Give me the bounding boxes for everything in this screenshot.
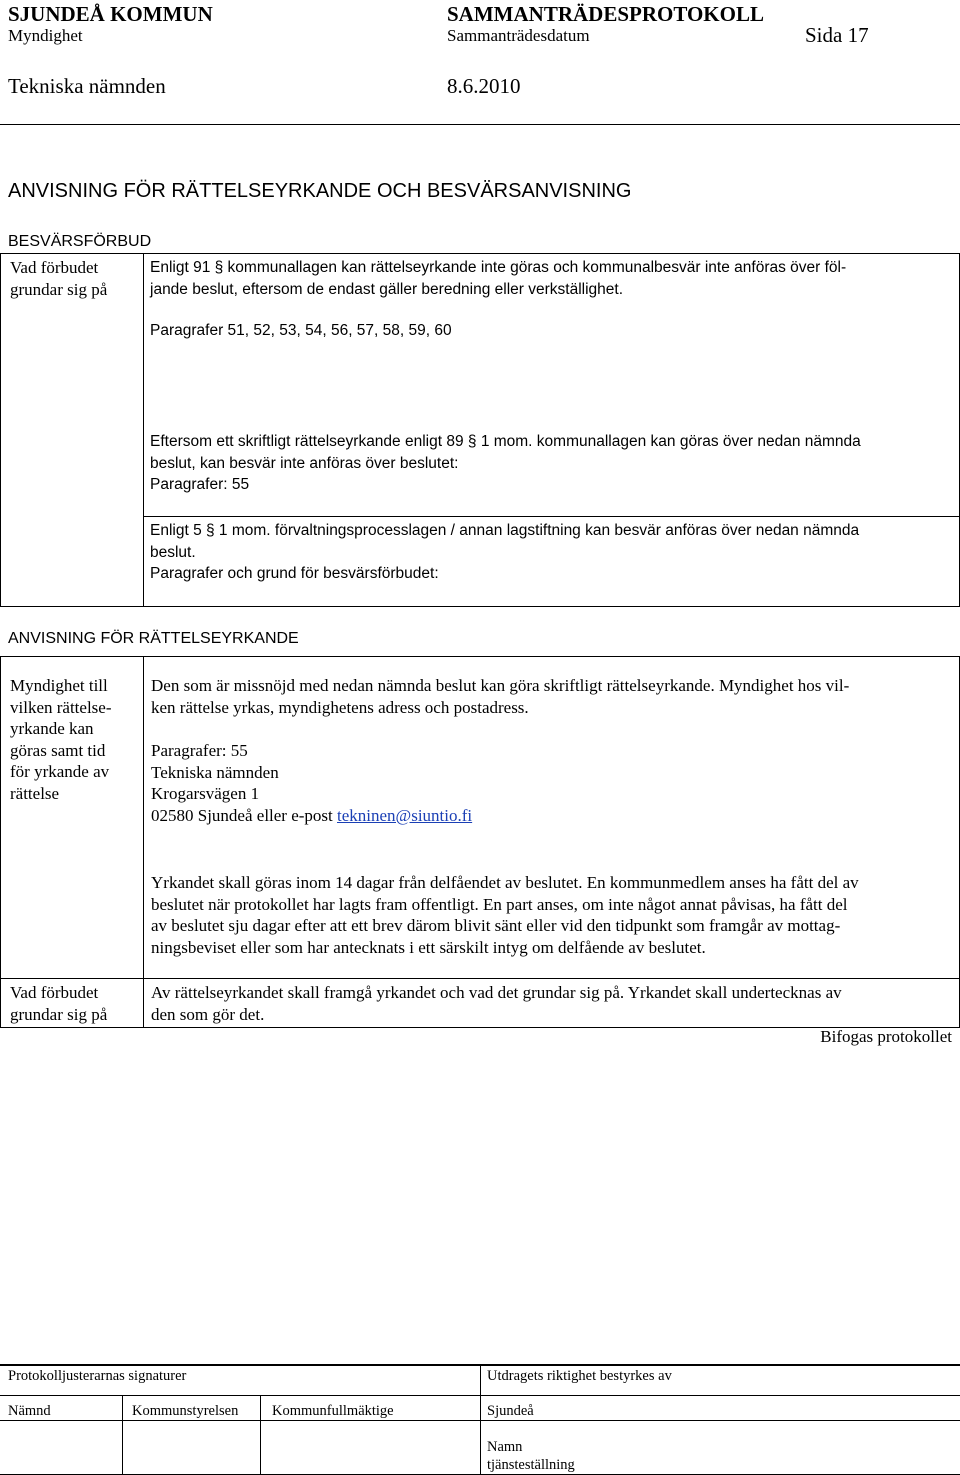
section1-paragraph-4: Enligt 5 § 1 mom. förvaltningsprocesslagen / annan lagstiftning kan besvär anföras över nedan nämnda beslut. Paragrafer och grund för besvärsförbudet: (150, 522, 860, 582)
appeal-address: Paragrafer: 55 Tekniska nämnden Krogarsvägen 1 02580 Sjundeå eller e-post tekninen@siuntio.fi (151, 741, 473, 825)
footer-col-fullmaktige: Kommunfullmäktige (272, 1403, 394, 1419)
email-link[interactable]: tekninen@siuntio.fi (337, 805, 473, 825)
certified-label: Utdragets riktighet bestyrkes av (487, 1368, 672, 1384)
footer-name-label: Namn (487, 1439, 523, 1455)
signatures-label: Protokolljusterarnas signaturer (8, 1368, 187, 1384)
footer-col-namnd: Nämnd (8, 1403, 51, 1419)
page-title: ANVISNING FÖR RÄTTELSEYRKANDE OCH BESVÄRSANVISNING (8, 180, 632, 202)
authority-label: Myndighet (8, 26, 83, 45)
section2-label: Myndighet till vilken rättelse- yrkande kan göras samt tid för yrkande av rättelse (10, 676, 112, 803)
section1-paragraph-1: Enligt 91 § kommunallagen kan rättelseyrkande inte göras och kommunalbesvär inte anföras över föl- jande beslut, eftersom de endast gäller beredning eller verkställighet. (150, 259, 847, 298)
footer-col-styrelse: Kommunstyrelsen (132, 1403, 239, 1419)
page-number: Sida 17 (805, 23, 869, 47)
section1-paragraph-3: Eftersom ett skriftligt rättelseyrkande enligt 89 § 1 mom. kommunallagen kan göras över nedan nämnda beslut, kan besvär inte anföras över beslutet: Paragrafer: 55 (150, 433, 861, 493)
attachment-note: Bifogas protokollet (820, 1027, 952, 1046)
document-type: SAMMANTRÄDESPROTOKOLL (447, 2, 764, 26)
footer-title-label: tjänsteställning (487, 1457, 575, 1473)
section2-paragraph-3: Av rättelseyrkandet skall framgå yrkandet och vad det grundar sig på. Yrkandet skall undertecknas av den som gör det. (151, 983, 842, 1024)
section2-paragraph-2: Yrkandet skall göras inom 14 dagar från delfåendet av beslutet. En kommunmedlem anses ha fått del av beslutet när protokollet har lagts fram offentligt. En part anses, om inte något annat påvisas, ha fått del av beslutet sju dagar efter att ett brev därom blivit sänt eller vid den tidpunkt som framgår av mottag- ningsbeviset eller som har antecknats i ett särskilt intyg om delfående av beslutet. (151, 873, 859, 957)
date-label: Sammanträdesdatum (447, 26, 590, 45)
section2-paragraph-1: Den som är missnöjd med nedan nämnda beslut kan göra skriftligt rättelseyrkande. Myndighet hos vil- ken rättelse yrkas, myndighetens adress och postadress. (151, 676, 850, 717)
section1-label: Vad förbudet grundar sig på (10, 258, 108, 299)
section2-heading: ANVISNING FÖR RÄTTELSEYRKANDE (8, 630, 299, 647)
header-rule (0, 124, 960, 125)
authority-name: Tekniska nämnden (8, 74, 166, 98)
footer-place: Sjundeå (487, 1403, 534, 1419)
org-name: SJUNDEÅ KOMMUN (8, 2, 213, 26)
section1-paragraph-2: Paragrafer 51, 52, 53, 54, 56, 57, 58, 59, 60 (150, 322, 452, 339)
section1-heading: BESVÄRSFÖRBUD (8, 233, 152, 250)
section2-label-2: Vad förbudet grundar sig på (10, 983, 108, 1024)
meeting-date: 8.6.2010 (447, 74, 521, 98)
